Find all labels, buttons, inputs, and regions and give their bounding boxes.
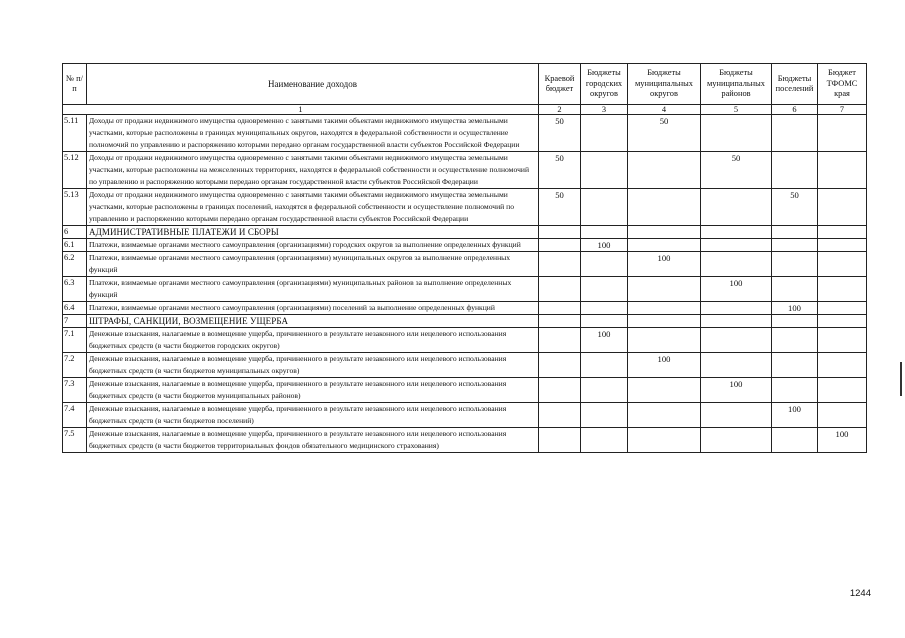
share-value: [628, 152, 701, 189]
share-value: [628, 277, 701, 302]
share-value: 100: [581, 328, 628, 353]
share-value: [581, 152, 628, 189]
share-value: [701, 428, 772, 453]
row-number: 7: [63, 315, 87, 328]
table-row: [63, 277, 867, 302]
share-value: [818, 226, 867, 239]
row-number: 5.11: [63, 115, 87, 152]
share-value: [581, 226, 628, 239]
row-number: 6.2: [63, 252, 87, 277]
table-row: [63, 403, 867, 428]
share-value: [628, 226, 701, 239]
section-row: [63, 315, 867, 328]
table-body: [63, 115, 867, 453]
share-value: 100: [772, 403, 818, 428]
table-row: [63, 428, 867, 453]
share-value: [539, 277, 581, 302]
share-value: [581, 277, 628, 302]
table-row: [63, 378, 867, 403]
share-value: 100: [628, 252, 701, 277]
share-value: 50: [772, 189, 818, 226]
share-value: [818, 152, 867, 189]
share-value: [772, 152, 818, 189]
table-row: [63, 239, 867, 252]
share-value: [628, 302, 701, 315]
share-value: [701, 239, 772, 252]
share-value: [581, 252, 628, 277]
income-distribution-table: [62, 63, 867, 453]
document-page: [62, 63, 866, 453]
share-value: 100: [581, 239, 628, 252]
share-value: 100: [701, 277, 772, 302]
row-number: 7.5: [63, 428, 87, 453]
income-name: Доходы от продажи недвижимого имущества одновременно с занятыми такими объектами недвижимого имущества земельными участками, которые расположены в границах муниципальных округов, находятся в федеральной собственности и осуществление полномочий по управлению и распоряжению которыми передано органам государственной власти субъектов Российской Федерации: [87, 115, 539, 152]
share-value: [772, 252, 818, 277]
scan-edge-mark: [900, 362, 902, 396]
share-value: [701, 353, 772, 378]
share-value: 50: [539, 115, 581, 152]
share-value: [818, 403, 867, 428]
column-number-5: 5: [701, 105, 772, 115]
share-value: [701, 189, 772, 226]
row-number: 7.1: [63, 328, 87, 353]
share-value: [581, 428, 628, 453]
share-value: [539, 328, 581, 353]
row-number: 6.3: [63, 277, 87, 302]
share-value: [701, 315, 772, 328]
share-value: 50: [539, 152, 581, 189]
share-value: [539, 428, 581, 453]
share-value: [701, 328, 772, 353]
share-value: [539, 403, 581, 428]
share-value: [539, 378, 581, 403]
share-value: [539, 353, 581, 378]
header-tfoms: Бюджет ТФОМС края: [818, 64, 867, 105]
row-number: 6: [63, 226, 87, 239]
share-value: 50: [701, 152, 772, 189]
share-value: [772, 226, 818, 239]
column-number-7: 7: [818, 105, 867, 115]
share-value: [701, 115, 772, 152]
income-name: Платежи, взимаемые органами местного самоуправления (организациями) поселений за выполнение определенных функций: [87, 302, 539, 315]
share-value: [818, 115, 867, 152]
income-name: Денежные взыскания, налагаемые в возмещение ущерба, причиненного в результате незаконного или нецелевого использования бюджетных средств (в части бюджетов муниципальных округов): [87, 353, 539, 378]
share-value: [581, 302, 628, 315]
income-name: Денежные взыскания, налагаемые в возмещение ущерба, причиненного в результате незаконного или нецелевого использования бюджетных средств (в части бюджетов территориальных фондов обязательного медицинского страхования): [87, 428, 539, 453]
share-value: [581, 378, 628, 403]
share-value: 100: [701, 378, 772, 403]
share-value: [539, 239, 581, 252]
income-name: Денежные взыскания, налагаемые в возмещение ущерба, причиненного в результате незаконного или нецелевого использования бюджетных средств (в части бюджетов поселений): [87, 403, 539, 428]
income-name: ШТРАФЫ, САНКЦИИ, ВОЗМЕЩЕНИЕ УЩЕРБА: [87, 315, 539, 328]
share-value: [628, 315, 701, 328]
share-value: [628, 428, 701, 453]
row-number: 6.1: [63, 239, 87, 252]
share-value: [701, 403, 772, 428]
share-value: [701, 252, 772, 277]
header-settlements: Бюджеты поселений: [772, 64, 818, 105]
share-value: [818, 315, 867, 328]
share-value: [581, 315, 628, 328]
column-number-3: 3: [581, 105, 628, 115]
table-row: [63, 353, 867, 378]
table-row: [63, 189, 867, 226]
income-name: Платежи, взимаемые органами местного самоуправления (организациями) муниципальных районов за выполнение определенных функций: [87, 277, 539, 302]
income-name: Денежные взыскания, налагаемые в возмещение ущерба, причиненного в результате незаконного или нецелевого использования бюджетных средств (в части бюджетов городских округов): [87, 328, 539, 353]
share-value: 50: [628, 115, 701, 152]
share-value: [772, 378, 818, 403]
share-value: [701, 226, 772, 239]
column-number-2: 2: [539, 105, 581, 115]
header-municipal-okrugs: Бюджеты муниципальных округов: [628, 64, 701, 105]
share-value: [772, 328, 818, 353]
header-city-districts: Бюджеты городских округов: [581, 64, 628, 105]
section-row: [63, 226, 867, 239]
share-value: [818, 328, 867, 353]
share-value: [818, 189, 867, 226]
column-number-4: 4: [628, 105, 701, 115]
share-value: [539, 302, 581, 315]
share-value: [539, 226, 581, 239]
income-name: Платежи, взимаемые органами местного самоуправления (организациями) городских округов за выполнение определенных функций: [87, 239, 539, 252]
table-row: [63, 115, 867, 152]
header-no: № п/п: [63, 64, 87, 105]
row-number: 5.13: [63, 189, 87, 226]
header-municipal-rayons: Бюджеты муниципальных районов: [701, 64, 772, 105]
income-name: Денежные взыскания, налагаемые в возмещение ущерба, причиненного в результате незаконного или нецелевого использования бюджетных средств (в части бюджетов муниципальных районов): [87, 378, 539, 403]
share-value: [818, 239, 867, 252]
column-number-6: 6: [772, 105, 818, 115]
share-value: [701, 302, 772, 315]
page-number: 1244: [849, 588, 871, 599]
share-value: [772, 353, 818, 378]
share-value: [628, 239, 701, 252]
income-name: Доходы от продажи недвижимого имущества одновременно с занятыми такими объектами недвижимого имущества земельными участками, которые расположены в границах поселений, находятся в федеральной собственности и осуществление полномочий по управлению и распоряжению которыми передано органам государственной власти субъектов Российской Федерации: [87, 189, 539, 226]
share-value: [581, 403, 628, 428]
share-value: 100: [818, 428, 867, 453]
share-value: [772, 239, 818, 252]
table-row: [63, 328, 867, 353]
share-value: [539, 252, 581, 277]
row-number: 6.4: [63, 302, 87, 315]
share-value: [581, 115, 628, 152]
table-row: [63, 252, 867, 277]
share-value: [772, 115, 818, 152]
share-value: [818, 353, 867, 378]
table-row: [63, 152, 867, 189]
share-value: [772, 277, 818, 302]
row-number: 7.2: [63, 353, 87, 378]
column-number-1: 1: [63, 105, 539, 115]
share-value: [539, 315, 581, 328]
share-value: [581, 189, 628, 226]
share-value: [818, 302, 867, 315]
income-name: Доходы от продажи недвижимого имущества одновременно с занятыми такими объектами недвижимого имущества земельными участками, которые расположены на межселенных территориях, находятся в федеральной собственности и осуществление полномочий по управлению и распоряжению которыми передано органам государственной власти субъектов Российской Федерации: [87, 152, 539, 189]
share-value: [818, 252, 867, 277]
share-value: [628, 403, 701, 428]
share-value: [628, 378, 701, 403]
share-value: [772, 428, 818, 453]
share-value: 100: [772, 302, 818, 315]
share-value: [818, 378, 867, 403]
income-name: АДМИНИСТРАТИВНЫЕ ПЛАТЕЖИ И СБОРЫ: [87, 226, 539, 239]
header-regional-budget: Краевой бюджет: [539, 64, 581, 105]
income-name: Платежи, взимаемые органами местного самоуправления (организациями) муниципальных округов за выполнение определенных функций: [87, 252, 539, 277]
share-value: [818, 277, 867, 302]
share-value: 100: [628, 353, 701, 378]
share-value: [628, 328, 701, 353]
share-value: 50: [539, 189, 581, 226]
row-number: 5.12: [63, 152, 87, 189]
header-income-name: Наименование доходов: [87, 64, 539, 105]
table-row: [63, 302, 867, 315]
share-value: [772, 315, 818, 328]
row-number: 7.4: [63, 403, 87, 428]
share-value: [581, 353, 628, 378]
share-value: [628, 189, 701, 226]
row-number: 7.3: [63, 378, 87, 403]
